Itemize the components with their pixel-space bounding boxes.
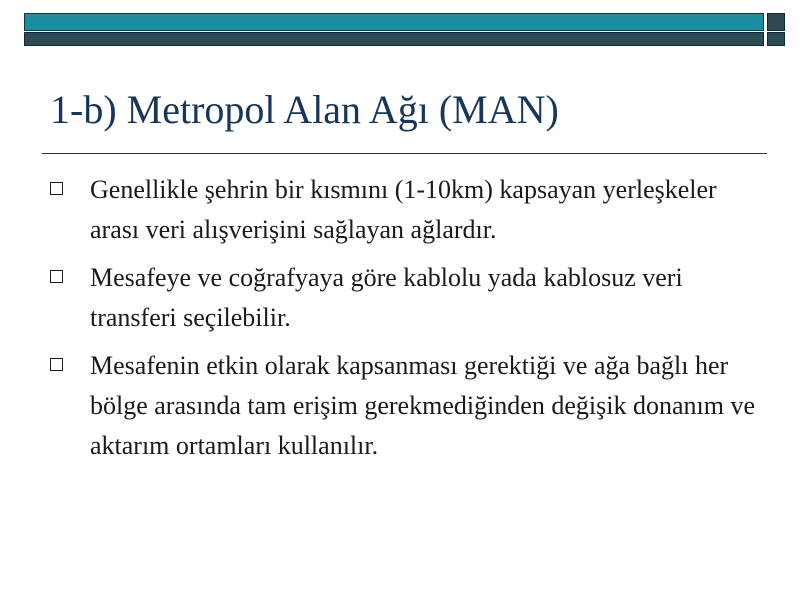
hollow-square-icon	[50, 270, 63, 283]
header-decor-bar-bottom	[24, 32, 764, 46]
bullet-item	[50, 170, 760, 250]
bullet-item	[50, 346, 760, 466]
header-decor-square-bottom	[767, 32, 785, 46]
slide-title: 1-b) Metropol Alan Ağı (MAN)	[50, 87, 559, 132]
bullet-text: Mesafeye ve coğrafyaya göre kablolu yada kablosuz veri transferi seçilebilir.	[90, 263, 683, 332]
header-decor-square-top	[767, 13, 785, 31]
bullet-item	[50, 258, 760, 338]
bullet-list	[50, 170, 760, 474]
bullet-text: Genellikle şehrin bir kısmını (1-10km) kapsayan yerleşkeler arası veri alışverişini sağlayan ağlardır.	[90, 175, 717, 244]
header-decor-bar-top	[24, 13, 764, 31]
title-divider	[42, 153, 767, 154]
hollow-square-icon	[50, 182, 63, 195]
hollow-square-icon	[50, 358, 63, 371]
bullet-text: Mesafenin etkin olarak kapsanması gerektiği ve ağa bağlı her bölge arasında tam erişim gerekmediğinden değişik donanım ve aktarım ortamları kullanılır.	[90, 351, 755, 460]
